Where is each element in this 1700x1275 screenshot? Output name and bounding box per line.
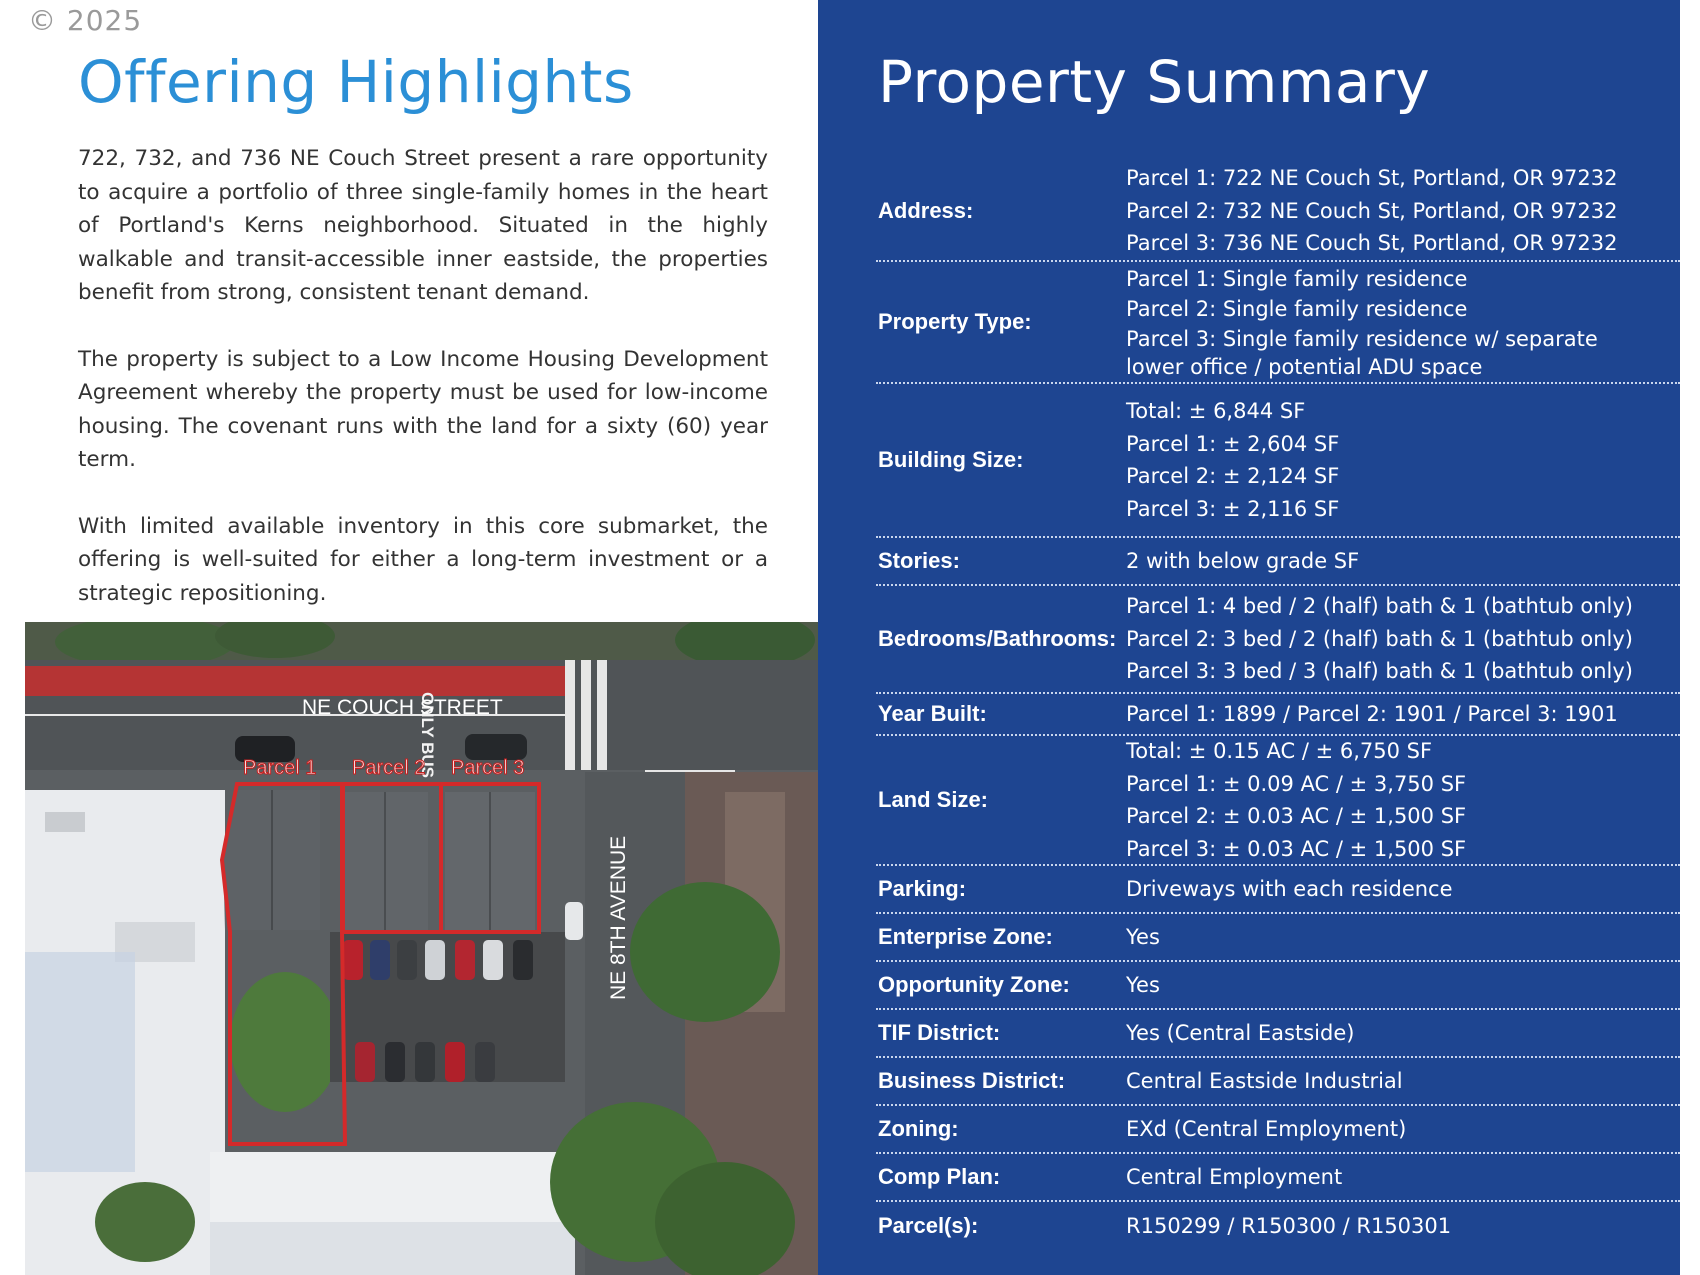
summary-row-parking bbox=[876, 866, 1680, 914]
summary-label: Parcel(s): bbox=[878, 1213, 979, 1238]
summary-value: Parcel 3: ± 0.03 AC / ± 1,500 SF bbox=[1126, 836, 1467, 861]
summary-label: TIF District: bbox=[878, 1020, 1001, 1045]
offering-highlights-body bbox=[78, 142, 768, 643]
summary-label: Bedrooms/Bathrooms: bbox=[878, 626, 1117, 651]
summary-value: Parcel 2: 3 bed / 2 (half) bath & 1 (bathtub only) bbox=[1126, 626, 1633, 651]
summary-row-comp-plan bbox=[876, 1154, 1680, 1202]
property-summary-table bbox=[876, 162, 1680, 1250]
summary-value: Yes bbox=[1126, 924, 1160, 949]
highlight-paragraph-2: The property is subject to a Low Income Housing Development Agreement whereby the property must be used for low-income housing. The covenant runs with the land for a sixty (60) year term. bbox=[78, 346, 768, 472]
summary-label: Property Type: bbox=[878, 309, 1032, 334]
summary-row-year-built bbox=[876, 694, 1680, 736]
summary-value: Yes bbox=[1126, 972, 1160, 997]
summary-value: Parcel 1: ± 2,604 SF bbox=[1126, 431, 1340, 456]
summary-value: Parcel 1: 722 NE Couch St, Portland, OR 97232 bbox=[1126, 166, 1618, 191]
property-summary-panel bbox=[818, 0, 1680, 1275]
summary-value: Parcel 2: 732 NE Couch St, Portland, OR 97232 bbox=[1126, 198, 1618, 223]
summary-label: Opportunity Zone: bbox=[878, 972, 1070, 997]
summary-value: Parcel 1: Single family residence bbox=[1126, 266, 1468, 291]
summary-value: Driveways with each residence bbox=[1126, 876, 1453, 901]
highlight-paragraph-3: With limited available inventory in this core submarket, the offering is well-suited for either a long-term investment or a strategic repositioning. bbox=[78, 513, 768, 606]
summary-value: Parcel 2: ± 2,124 SF bbox=[1126, 464, 1340, 488]
summary-row-tif-district bbox=[876, 1010, 1680, 1058]
parcel-2-label: Parcel 2 bbox=[352, 757, 426, 779]
summary-value: Parcel 2: ± 0.03 AC / ± 1,500 SF bbox=[1126, 804, 1467, 828]
bus-lane bbox=[25, 666, 565, 696]
summary-row-opportunity-zone bbox=[876, 962, 1680, 1010]
bus-lane-text: ONLY BUS bbox=[418, 692, 437, 778]
summary-label: Building Size: bbox=[878, 447, 1024, 472]
aerial-site-photo bbox=[25, 622, 818, 1275]
avenue-label: NE 8TH AVENUE bbox=[607, 835, 630, 1000]
summary-value: Parcel 3: 736 NE Couch St, Portland, OR 97232 bbox=[1126, 231, 1618, 256]
highlight-paragraph-1: 722, 732, and 736 NE Couch Street present a rare opportunity to acquire a portfolio of three single-family homes in the heart of Portland's Kerns neighborhood. Situated in the highly walkable and transit-accessible inner eastside, the properties benefit from strong, consistent tenant demand. bbox=[78, 146, 768, 305]
summary-value: Total: ± 0.15 AC / ± 6,750 SF bbox=[1126, 739, 1433, 763]
summary-value: R150299 / R150300 / R150301 bbox=[1126, 1213, 1452, 1238]
summary-value: EXd (Central Employment) bbox=[1126, 1116, 1407, 1141]
summary-row-business-district bbox=[876, 1058, 1680, 1106]
summary-value: Parcel 3: Single family residence w/ separate bbox=[1126, 326, 1598, 351]
summary-value: Parcel 2: Single family residence bbox=[1126, 296, 1468, 321]
summary-row-bedrooms-bathrooms bbox=[876, 586, 1680, 694]
summary-value: Central Employment bbox=[1126, 1164, 1343, 1189]
summary-value: Yes (Central Eastside) bbox=[1126, 1020, 1355, 1045]
summary-value: lower office / potential ADU space bbox=[1126, 354, 1483, 379]
summary-label: Business District: bbox=[878, 1068, 1066, 1093]
summary-value: Total: ± 6,844 SF bbox=[1126, 399, 1306, 423]
summary-value: Central Eastside Industrial bbox=[1126, 1068, 1403, 1093]
summary-row-enterprise-zone bbox=[876, 914, 1680, 962]
summary-row-stories bbox=[876, 538, 1680, 586]
summary-label: Land Size: bbox=[878, 787, 989, 812]
summary-row-parcels bbox=[876, 1202, 1680, 1250]
parcel-3-label: Parcel 3 bbox=[451, 757, 525, 779]
summary-value: Parcel 1: 4 bed / 2 (half) bath & 1 (bathtub only) bbox=[1126, 594, 1633, 619]
summary-label: Year Built: bbox=[878, 701, 987, 726]
summary-value: Parcel 1: ± 0.09 AC / ± 3,750 SF bbox=[1126, 771, 1467, 796]
summary-row-address bbox=[876, 162, 1680, 262]
summary-row-property-type bbox=[876, 262, 1680, 384]
summary-row-building-size bbox=[876, 384, 1680, 538]
street-label: NE COUCH STREET bbox=[302, 696, 503, 719]
summary-row-land-size bbox=[876, 736, 1680, 866]
summary-label: Zoning: bbox=[878, 1116, 959, 1141]
summary-label: Comp Plan: bbox=[878, 1164, 1001, 1189]
offering-highlights-title: Offering Highlights bbox=[78, 48, 634, 116]
copyright-notice: © 2025 bbox=[28, 4, 143, 37]
summary-value: Parcel 1: 1899 / Parcel 2: 1901 / Parcel 3: 1901 bbox=[1126, 701, 1618, 726]
summary-label: Address: bbox=[878, 198, 974, 223]
parcel-1-label: Parcel 1 bbox=[243, 757, 317, 779]
summary-label: Enterprise Zone: bbox=[878, 924, 1053, 949]
property-summary-title: Property Summary bbox=[878, 48, 1431, 116]
summary-row-zoning bbox=[876, 1106, 1680, 1154]
summary-value: 2 with below grade SF bbox=[1126, 548, 1360, 573]
summary-label: Parking: bbox=[878, 876, 967, 901]
summary-label: Stories: bbox=[878, 548, 960, 573]
summary-value: Parcel 3: 3 bed / 3 (half) bath & 1 (bathtub only) bbox=[1126, 659, 1633, 684]
summary-value: Parcel 3: ± 2,116 SF bbox=[1126, 496, 1340, 521]
